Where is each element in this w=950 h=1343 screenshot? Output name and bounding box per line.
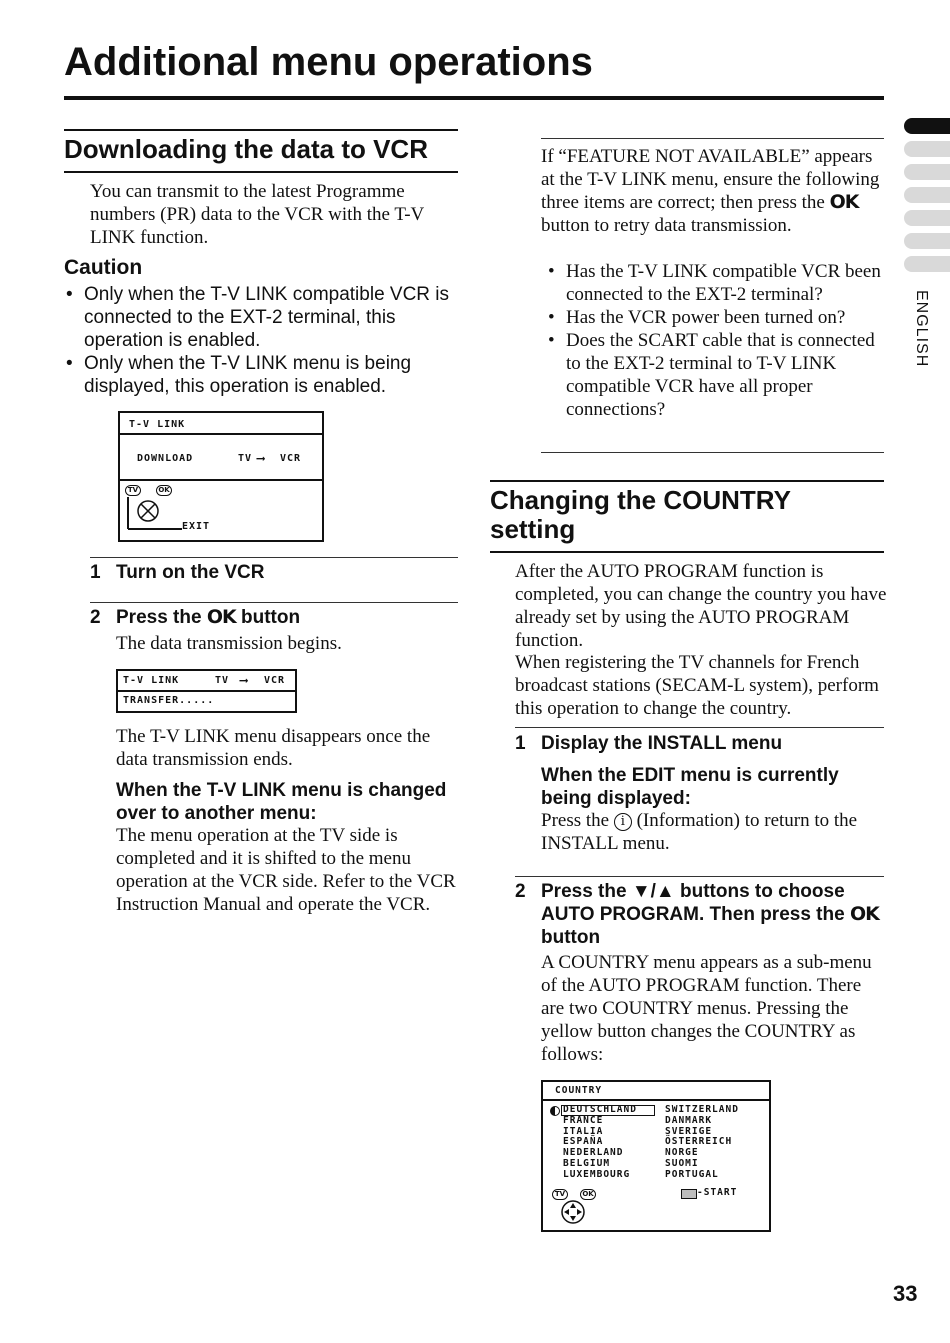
country-item: ITALIA: [563, 1125, 604, 1137]
caution-item: • Only when the T-V LINK menu is being displayed, this operation is enabled.: [64, 352, 459, 398]
step-number: 2: [515, 881, 526, 902]
note-rule-top: [541, 138, 884, 139]
country-item: ÖSTERREICH: [665, 1136, 733, 1148]
step-text-post: button: [541, 927, 601, 948]
osd-from: TV: [215, 675, 230, 686]
ok-button-glyph: OK: [849, 903, 879, 925]
tab-language-2: [904, 141, 950, 157]
country-step-2-desc: A COUNTRY menu appears as a sub-menu of the AUTO PROGRAM function. There are two COUNTRY menus. Pressing the yellow button changes the COUNTRY as follows:: [541, 952, 872, 1065]
country-col-1: [563, 1105, 637, 1181]
info-icon: i: [614, 813, 632, 831]
section-rule-top: [64, 129, 458, 131]
page-title: Additional menu operations: [64, 40, 593, 84]
country-intro-2: When registering the TV channels for French broadcast stations (SECAM-L system), perform this operation to change the country.: [515, 652, 879, 719]
cursor-pad-icon: [126, 497, 186, 533]
step-text: Turn on the VCR: [116, 562, 265, 583]
step-divider: [90, 602, 458, 603]
country-osd: [541, 1080, 771, 1232]
tvlink-download-osd: [118, 411, 324, 542]
step-divider: [515, 727, 884, 728]
caution-list: [64, 283, 459, 398]
note-item: • Has the VCR power been turned on?: [546, 306, 884, 329]
menu-change-text: The menu operation at the TV side is completed and it is shifted to the menu operation at the VCR side. Refer to the VCR Instruction Manual and operate the VCR.: [116, 825, 456, 915]
selection-cursor-icon: [550, 1106, 560, 1116]
edit-menu-desc: [541, 809, 884, 855]
osd-exit: EXIT: [182, 521, 211, 532]
country-item-selected: DEUTSCHLAND: [563, 1104, 637, 1115]
country-step-2: [515, 880, 884, 948]
edit-menu-heading: When the EDIT menu is currently being displayed:: [541, 765, 839, 809]
osd-title: T-V LINK: [129, 419, 186, 430]
tab-language-7: [904, 256, 950, 272]
country-item: DANMARK: [665, 1114, 713, 1126]
country-item: SUOMI: [665, 1157, 699, 1169]
osd-to: VCR: [264, 675, 286, 686]
step-text: Display the INSTALL menu: [541, 733, 783, 754]
tab-language-4: [904, 187, 950, 203]
note-checklist: [546, 260, 884, 421]
desc-post: (Information) to return to the INSTALL menu.: [541, 810, 858, 854]
country-heading-line1: Changing the COUNTRY: [490, 485, 791, 515]
note-item: • Has the T-V LINK compatible VCR been connected to the EXT-2 terminal?: [546, 260, 884, 306]
section-rule-bottom: [64, 171, 458, 173]
osd-to: VCR: [280, 453, 302, 464]
step-text-post: button: [240, 607, 301, 628]
step-number: 1: [515, 733, 526, 754]
yellow-button-icon: [681, 1189, 697, 1199]
step-1: [90, 561, 458, 584]
tv-icon: TV: [552, 1189, 568, 1200]
osd-title: T-V LINK: [123, 675, 180, 686]
title-rule: [64, 96, 884, 100]
note-text-pre: If “FEATURE NOT AVAILABLE” appears at the T-V LINK menu, ensure the following three items are correct; then press the: [541, 146, 880, 213]
country-item: SVERIGE: [665, 1125, 713, 1137]
ok-icon: OK: [156, 485, 172, 496]
country-item: SWITZERLAND: [665, 1104, 739, 1115]
country-heading: [490, 486, 791, 544]
language-label: ENGLISH: [913, 290, 930, 368]
cursor-pad-icon: [559, 1199, 589, 1227]
caution-heading: Caution: [64, 256, 143, 279]
osd-transfer-status: TRANSFER.....: [123, 695, 215, 706]
section-rule-bottom: [490, 551, 884, 553]
tab-language-5: [904, 210, 950, 226]
arrow-right-icon: ⟶: [240, 673, 249, 687]
ok-icon: OK: [580, 1189, 596, 1200]
country-col-2: [665, 1105, 739, 1181]
country-item: LUXEMBOURG: [563, 1168, 631, 1180]
osd-download-item: DOWNLOAD: [137, 453, 194, 464]
country-item: PORTUGAL: [665, 1168, 719, 1180]
arrow-right-icon: ⟶: [257, 451, 266, 465]
ok-button-glyph: OK: [829, 191, 859, 213]
note-item: • Does the SCART cable that is connected to the EXT-2 terminal to T-V LINK compatible VCR have all proper connections?: [546, 329, 884, 421]
note-rule-bottom: [541, 452, 884, 453]
country-item: NORGE: [665, 1147, 699, 1159]
download-intro: You can transmit to the latest Programme numbers (PR) data to the VCR with the T-V LINK function.: [90, 181, 424, 248]
step-number: 1: [90, 562, 101, 583]
step-2-desc: The data transmission begins.: [116, 633, 342, 654]
step-divider: [515, 876, 884, 877]
tab-language-6: [904, 233, 950, 249]
menu-change-heading: When the T-V LINK menu is changed over to another menu:: [116, 780, 447, 824]
after-transfer-text: The T-V LINK menu disappears once the data transmission ends.: [116, 726, 431, 770]
country-intro-1: After the AUTO PROGRAM function is completed, you can change the country you have already set by using the AUTO PROGRAM function.: [515, 561, 887, 651]
osd-from: TV: [238, 453, 253, 464]
tab-language-3: [904, 164, 950, 180]
note-text: [541, 145, 884, 237]
download-heading: Downloading the data to VCR: [64, 134, 428, 164]
country-item: BELGIUM: [563, 1157, 611, 1169]
step-number: 2: [90, 607, 101, 628]
tv-icon: TV: [125, 485, 141, 496]
osd-title: COUNTRY: [555, 1085, 603, 1096]
desc-pre: Press the: [541, 810, 610, 831]
country-step-1: [515, 732, 884, 755]
tab-english-active: [904, 118, 950, 134]
step-divider: [90, 557, 458, 558]
caution-item: • Only when the T-V LINK compatible VCR is connected to the EXT-2 terminal, this operation is enabled.: [64, 283, 459, 352]
country-item: NEDERLAND: [563, 1147, 624, 1159]
step-text: Press the ▼/▲ buttons to choose AUTO PROGRAM. Then press the: [541, 881, 845, 925]
osd-start: -START: [697, 1187, 738, 1198]
step-text: Press the: [116, 607, 202, 628]
section-rule-top: [490, 480, 884, 482]
ok-button-glyph: OK: [206, 606, 236, 628]
country-item: ESPAÑA: [563, 1136, 604, 1148]
tvlink-transfer-osd: [116, 669, 297, 713]
country-heading-line2: setting: [490, 514, 576, 544]
country-item: FRANCE: [563, 1114, 604, 1126]
note-text-post: button to retry data transmission.: [541, 215, 792, 236]
step-2: [90, 606, 458, 629]
page-number: 33: [893, 1281, 918, 1306]
